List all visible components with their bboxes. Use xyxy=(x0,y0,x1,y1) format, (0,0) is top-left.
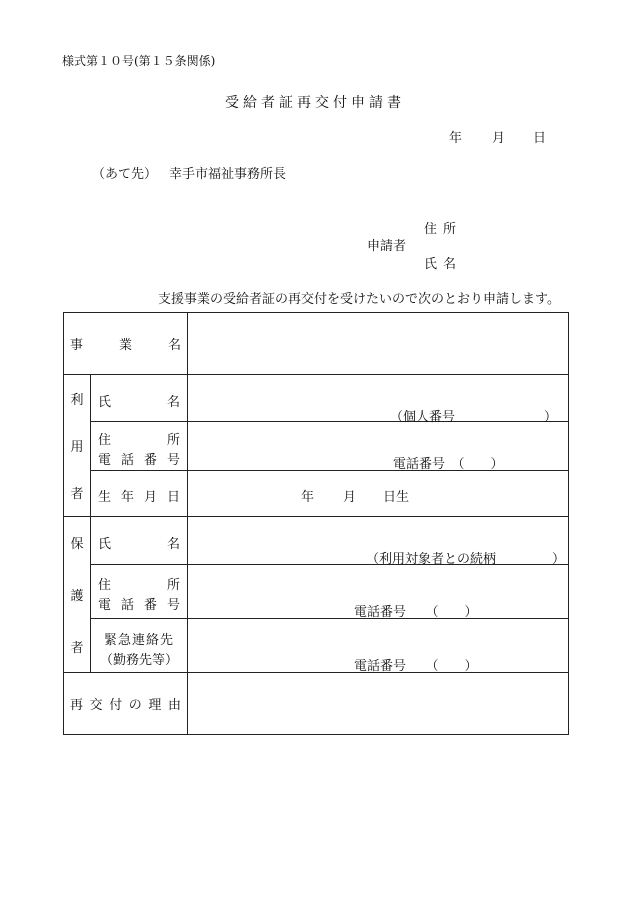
user-address-field[interactable] xyxy=(188,422,569,473)
row-business-name xyxy=(64,313,569,375)
user-address-label: 住 所 電 話 番 号 xyxy=(91,422,188,470)
birth-day-label: 日生 xyxy=(383,489,410,505)
addressee xyxy=(92,163,286,182)
applicant-address-label: 住所 xyxy=(424,222,463,237)
document-title: 受給者証再交付申請書 xyxy=(225,95,405,111)
applicant-label: 申請者 xyxy=(367,239,407,254)
form-number: 様式第１０号(第１５条関係) xyxy=(62,54,216,68)
guardian-group-label: 保 護 者 xyxy=(64,517,91,673)
reason-field[interactable] xyxy=(188,673,569,735)
guardian-phone-note: 電話番号 （ ） xyxy=(354,605,478,621)
date-year-label: 年 xyxy=(449,131,463,146)
row-guardian-name xyxy=(64,517,569,565)
guardian-name-label: 氏 名 xyxy=(91,517,188,565)
user-name-label: 氏 名 xyxy=(91,375,188,422)
row-user-address xyxy=(64,422,569,470)
user-name-field[interactable] xyxy=(188,375,569,425)
date-day-label: 日 xyxy=(533,131,547,146)
row-guardian-address xyxy=(64,565,569,618)
addressee-name: 幸手市福祉事務所長 xyxy=(169,167,287,182)
row-reason xyxy=(64,673,569,735)
guardian-emergency-field[interactable] xyxy=(188,618,569,672)
guardian-address-field[interactable] xyxy=(188,565,569,621)
birth-month-label: 月 xyxy=(343,489,357,505)
relation-note: （利用対象者との続柄 xyxy=(366,552,497,567)
applicant-name-label: 氏名 xyxy=(424,257,463,272)
addressee-prefix: （あて先） xyxy=(92,167,158,182)
my-number-close: ） xyxy=(544,410,558,425)
guardian-address-label: 住 所 電 話 番 号 xyxy=(91,565,188,618)
row-guardian-emergency xyxy=(64,618,569,672)
date-month-label: 月 xyxy=(492,131,506,146)
user-birthdate-label: 生 年 月 日 xyxy=(91,470,188,516)
row-user-birthdate xyxy=(64,470,569,516)
business-name-field[interactable] xyxy=(188,313,569,375)
guardian-name-field[interactable] xyxy=(188,517,569,565)
birth-year-label: 年 xyxy=(301,489,315,505)
emergency-phone-note: 電話番号 （ ） xyxy=(354,658,478,674)
reason-label: 再 交 付 の 理 由 xyxy=(64,673,188,735)
application-table xyxy=(63,312,569,735)
guardian-emergency-label: 緊急連絡先 （勤務先等） xyxy=(91,618,188,672)
user-phone-note: 電話番号 （ ） xyxy=(393,457,504,473)
intro-text: 支援事業の受給者証の再交付を受けたいので次のとおり申請します。 xyxy=(158,292,560,307)
user-birthdate-field[interactable] xyxy=(188,470,569,516)
business-name-label: 事 業 名 xyxy=(64,313,188,375)
relation-close: ） xyxy=(552,552,566,567)
user-group-label: 利 用 者 xyxy=(64,375,91,517)
row-user-name xyxy=(64,375,569,422)
my-number-note: （個人番号 xyxy=(390,410,456,425)
